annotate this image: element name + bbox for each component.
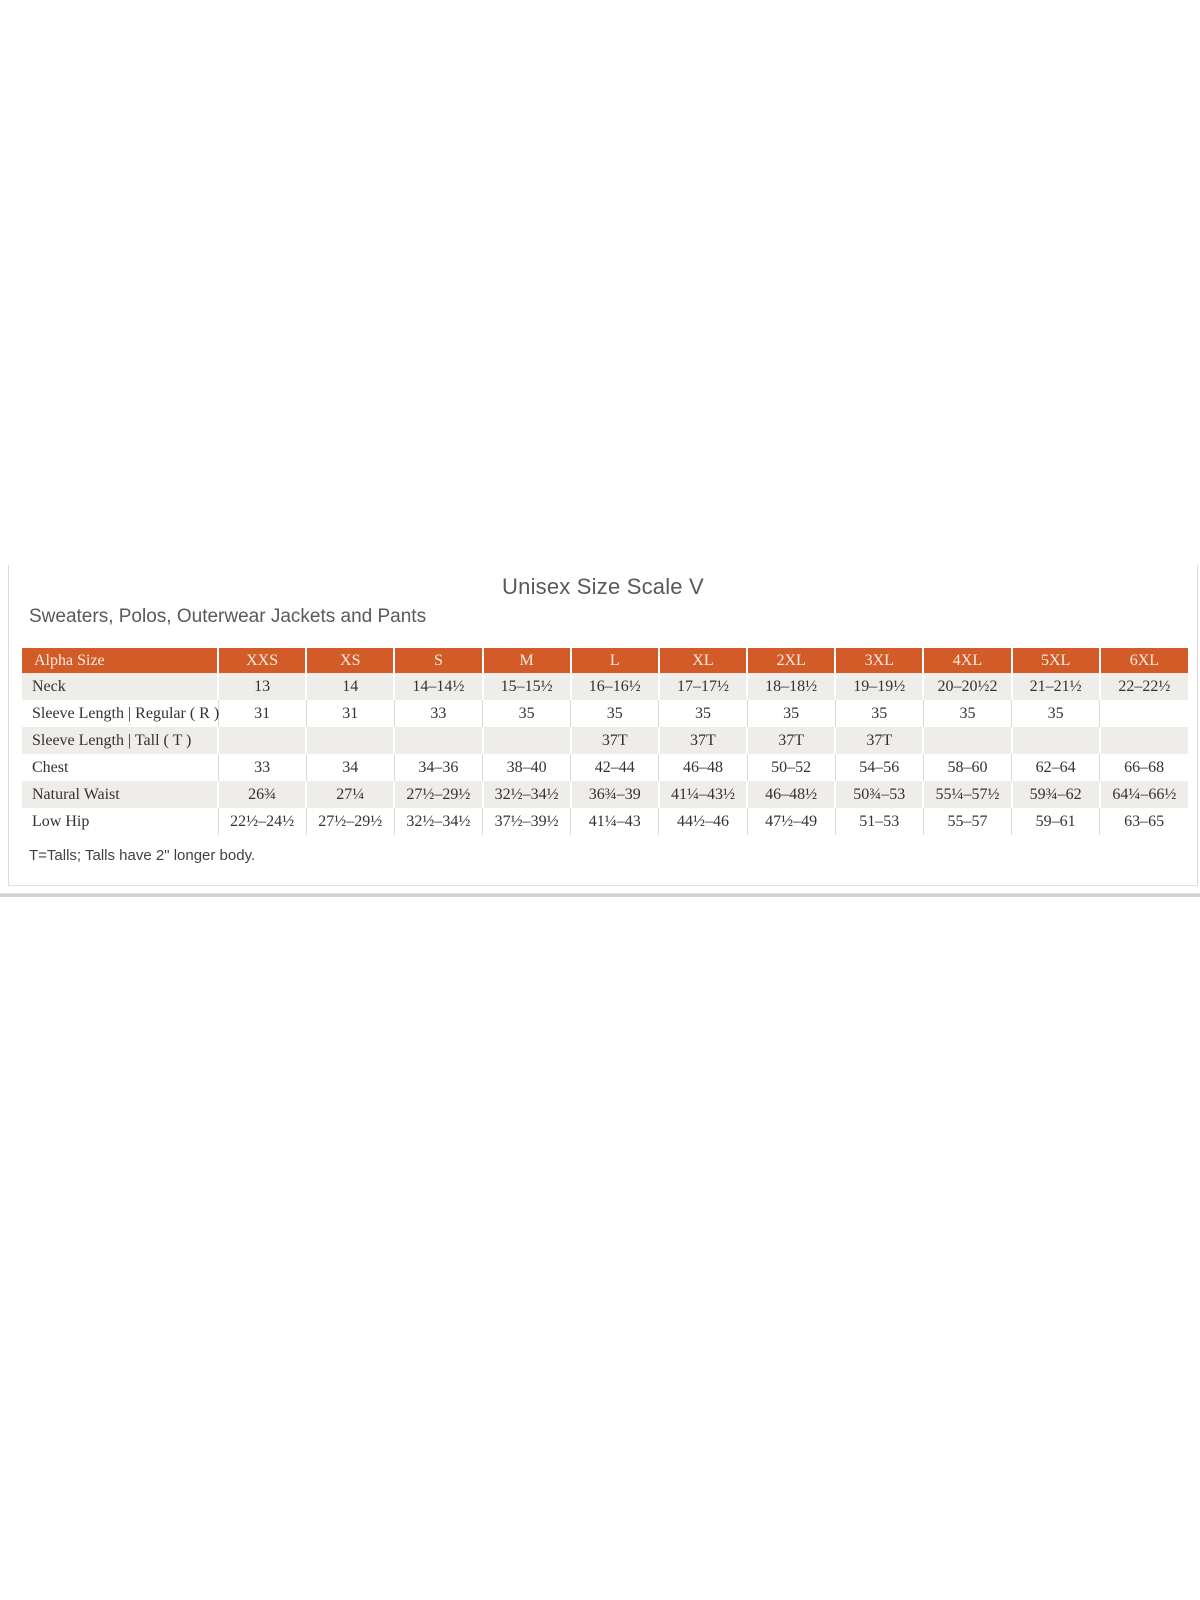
size-chart-panel bbox=[8, 565, 1198, 886]
size-cell: 55¼–57½ bbox=[923, 781, 1011, 808]
size-table bbox=[22, 648, 1188, 835]
size-cell: 18–18½ bbox=[747, 673, 835, 700]
size-cell: 15–15½ bbox=[483, 673, 571, 700]
table-row bbox=[22, 808, 1188, 835]
size-cell: 35 bbox=[835, 700, 923, 727]
size-cell: 47½–49 bbox=[747, 808, 835, 835]
size-cell: 35 bbox=[747, 700, 835, 727]
size-cell: 66–68 bbox=[1100, 754, 1188, 781]
size-cell bbox=[1100, 700, 1188, 727]
size-cell: 50¾–53 bbox=[835, 781, 923, 808]
column-header-xl: XL bbox=[659, 648, 747, 673]
size-cell: 35 bbox=[923, 700, 1011, 727]
size-cell: 14 bbox=[306, 673, 394, 700]
size-cell: 14–14½ bbox=[394, 673, 482, 700]
size-cell bbox=[218, 727, 306, 754]
table-row bbox=[22, 673, 1188, 700]
size-cell: 36¾–39 bbox=[571, 781, 659, 808]
chart-subtitle: Sweaters, Polos, Outerwear Jackets and Pants bbox=[29, 606, 427, 627]
size-cell: 37T bbox=[659, 727, 747, 754]
size-cell: 42–44 bbox=[571, 754, 659, 781]
column-header-s: S bbox=[394, 648, 482, 673]
size-cell: 50–52 bbox=[747, 754, 835, 781]
size-cell: 58–60 bbox=[923, 754, 1011, 781]
size-cell: 35 bbox=[483, 700, 571, 727]
size-cell: 37T bbox=[835, 727, 923, 754]
column-header-2xl: 2XL bbox=[747, 648, 835, 673]
size-cell: 26¾ bbox=[218, 781, 306, 808]
row-label: Chest bbox=[22, 754, 218, 781]
size-cell: 55–57 bbox=[923, 808, 1011, 835]
size-cell: 59–61 bbox=[1012, 808, 1100, 835]
table-row bbox=[22, 700, 1188, 727]
size-cell: 38–40 bbox=[483, 754, 571, 781]
row-label: Sleeve Length | Regular ( R ) bbox=[22, 700, 218, 727]
row-label: Low Hip bbox=[22, 808, 218, 835]
size-cell: 37T bbox=[747, 727, 835, 754]
size-cell: 37T bbox=[571, 727, 659, 754]
column-header-5xl: 5XL bbox=[1012, 648, 1100, 673]
column-header-l: L bbox=[571, 648, 659, 673]
size-cell: 54–56 bbox=[835, 754, 923, 781]
table-row bbox=[22, 727, 1188, 754]
size-cell bbox=[1100, 727, 1188, 754]
table-body bbox=[22, 673, 1188, 835]
size-cell: 17–17½ bbox=[659, 673, 747, 700]
table-header-row bbox=[22, 648, 1188, 673]
size-cell bbox=[923, 727, 1011, 754]
page-title: Unisex Size Scale V bbox=[502, 574, 704, 599]
row-label: Neck bbox=[22, 673, 218, 700]
size-cell: 46–48 bbox=[659, 754, 747, 781]
size-cell: 21–21½ bbox=[1012, 673, 1100, 700]
size-cell: 44½–46 bbox=[659, 808, 747, 835]
table-row bbox=[22, 781, 1188, 808]
table-row bbox=[22, 754, 1188, 781]
size-cell: 35 bbox=[659, 700, 747, 727]
size-cell: 19–19½ bbox=[835, 673, 923, 700]
size-cell: 27½–29½ bbox=[394, 781, 482, 808]
size-cell: 22–22½ bbox=[1100, 673, 1188, 700]
size-cell bbox=[1012, 727, 1100, 754]
size-cell: 13 bbox=[218, 673, 306, 700]
column-header-3xl: 3XL bbox=[835, 648, 923, 673]
size-cell: 64¼–66½ bbox=[1100, 781, 1188, 808]
row-label: Sleeve Length | Tall ( T ) bbox=[22, 727, 218, 754]
size-cell: 27¼ bbox=[306, 781, 394, 808]
size-cell: 62–64 bbox=[1012, 754, 1100, 781]
column-header-6xl: 6XL bbox=[1100, 648, 1188, 673]
size-cell: 20–20½2 bbox=[923, 673, 1011, 700]
size-cell: 59¾–62 bbox=[1012, 781, 1100, 808]
size-cell: 32½–34½ bbox=[483, 781, 571, 808]
size-cell: 34–36 bbox=[394, 754, 482, 781]
size-cell: 31 bbox=[218, 700, 306, 727]
column-header-alpha-size: Alpha Size bbox=[22, 648, 218, 673]
size-cell: 41¼–43 bbox=[571, 808, 659, 835]
size-cell: 16–16½ bbox=[571, 673, 659, 700]
horizontal-divider bbox=[0, 893, 1200, 897]
size-cell bbox=[306, 727, 394, 754]
size-cell: 41¼–43½ bbox=[659, 781, 747, 808]
size-cell: 31 bbox=[306, 700, 394, 727]
size-cell: 37½–39½ bbox=[483, 808, 571, 835]
size-cell: 46–48½ bbox=[747, 781, 835, 808]
size-cell bbox=[483, 727, 571, 754]
size-cell: 22½–24½ bbox=[218, 808, 306, 835]
column-header-xs: XS bbox=[306, 648, 394, 673]
size-cell: 33 bbox=[394, 700, 482, 727]
size-cell: 32½–34½ bbox=[394, 808, 482, 835]
column-header-xxs: XXS bbox=[218, 648, 306, 673]
row-label: Natural Waist bbox=[22, 781, 218, 808]
column-header-m: M bbox=[483, 648, 571, 673]
size-cell: 27½–29½ bbox=[306, 808, 394, 835]
size-cell: 35 bbox=[571, 700, 659, 727]
size-cell bbox=[394, 727, 482, 754]
footnote: T=Talls; Talls have 2" longer body. bbox=[29, 847, 256, 864]
column-header-4xl: 4XL bbox=[923, 648, 1011, 673]
size-cell: 34 bbox=[306, 754, 394, 781]
size-cell: 51–53 bbox=[835, 808, 923, 835]
size-cell: 63–65 bbox=[1100, 808, 1188, 835]
size-cell: 33 bbox=[218, 754, 306, 781]
size-cell: 35 bbox=[1012, 700, 1100, 727]
